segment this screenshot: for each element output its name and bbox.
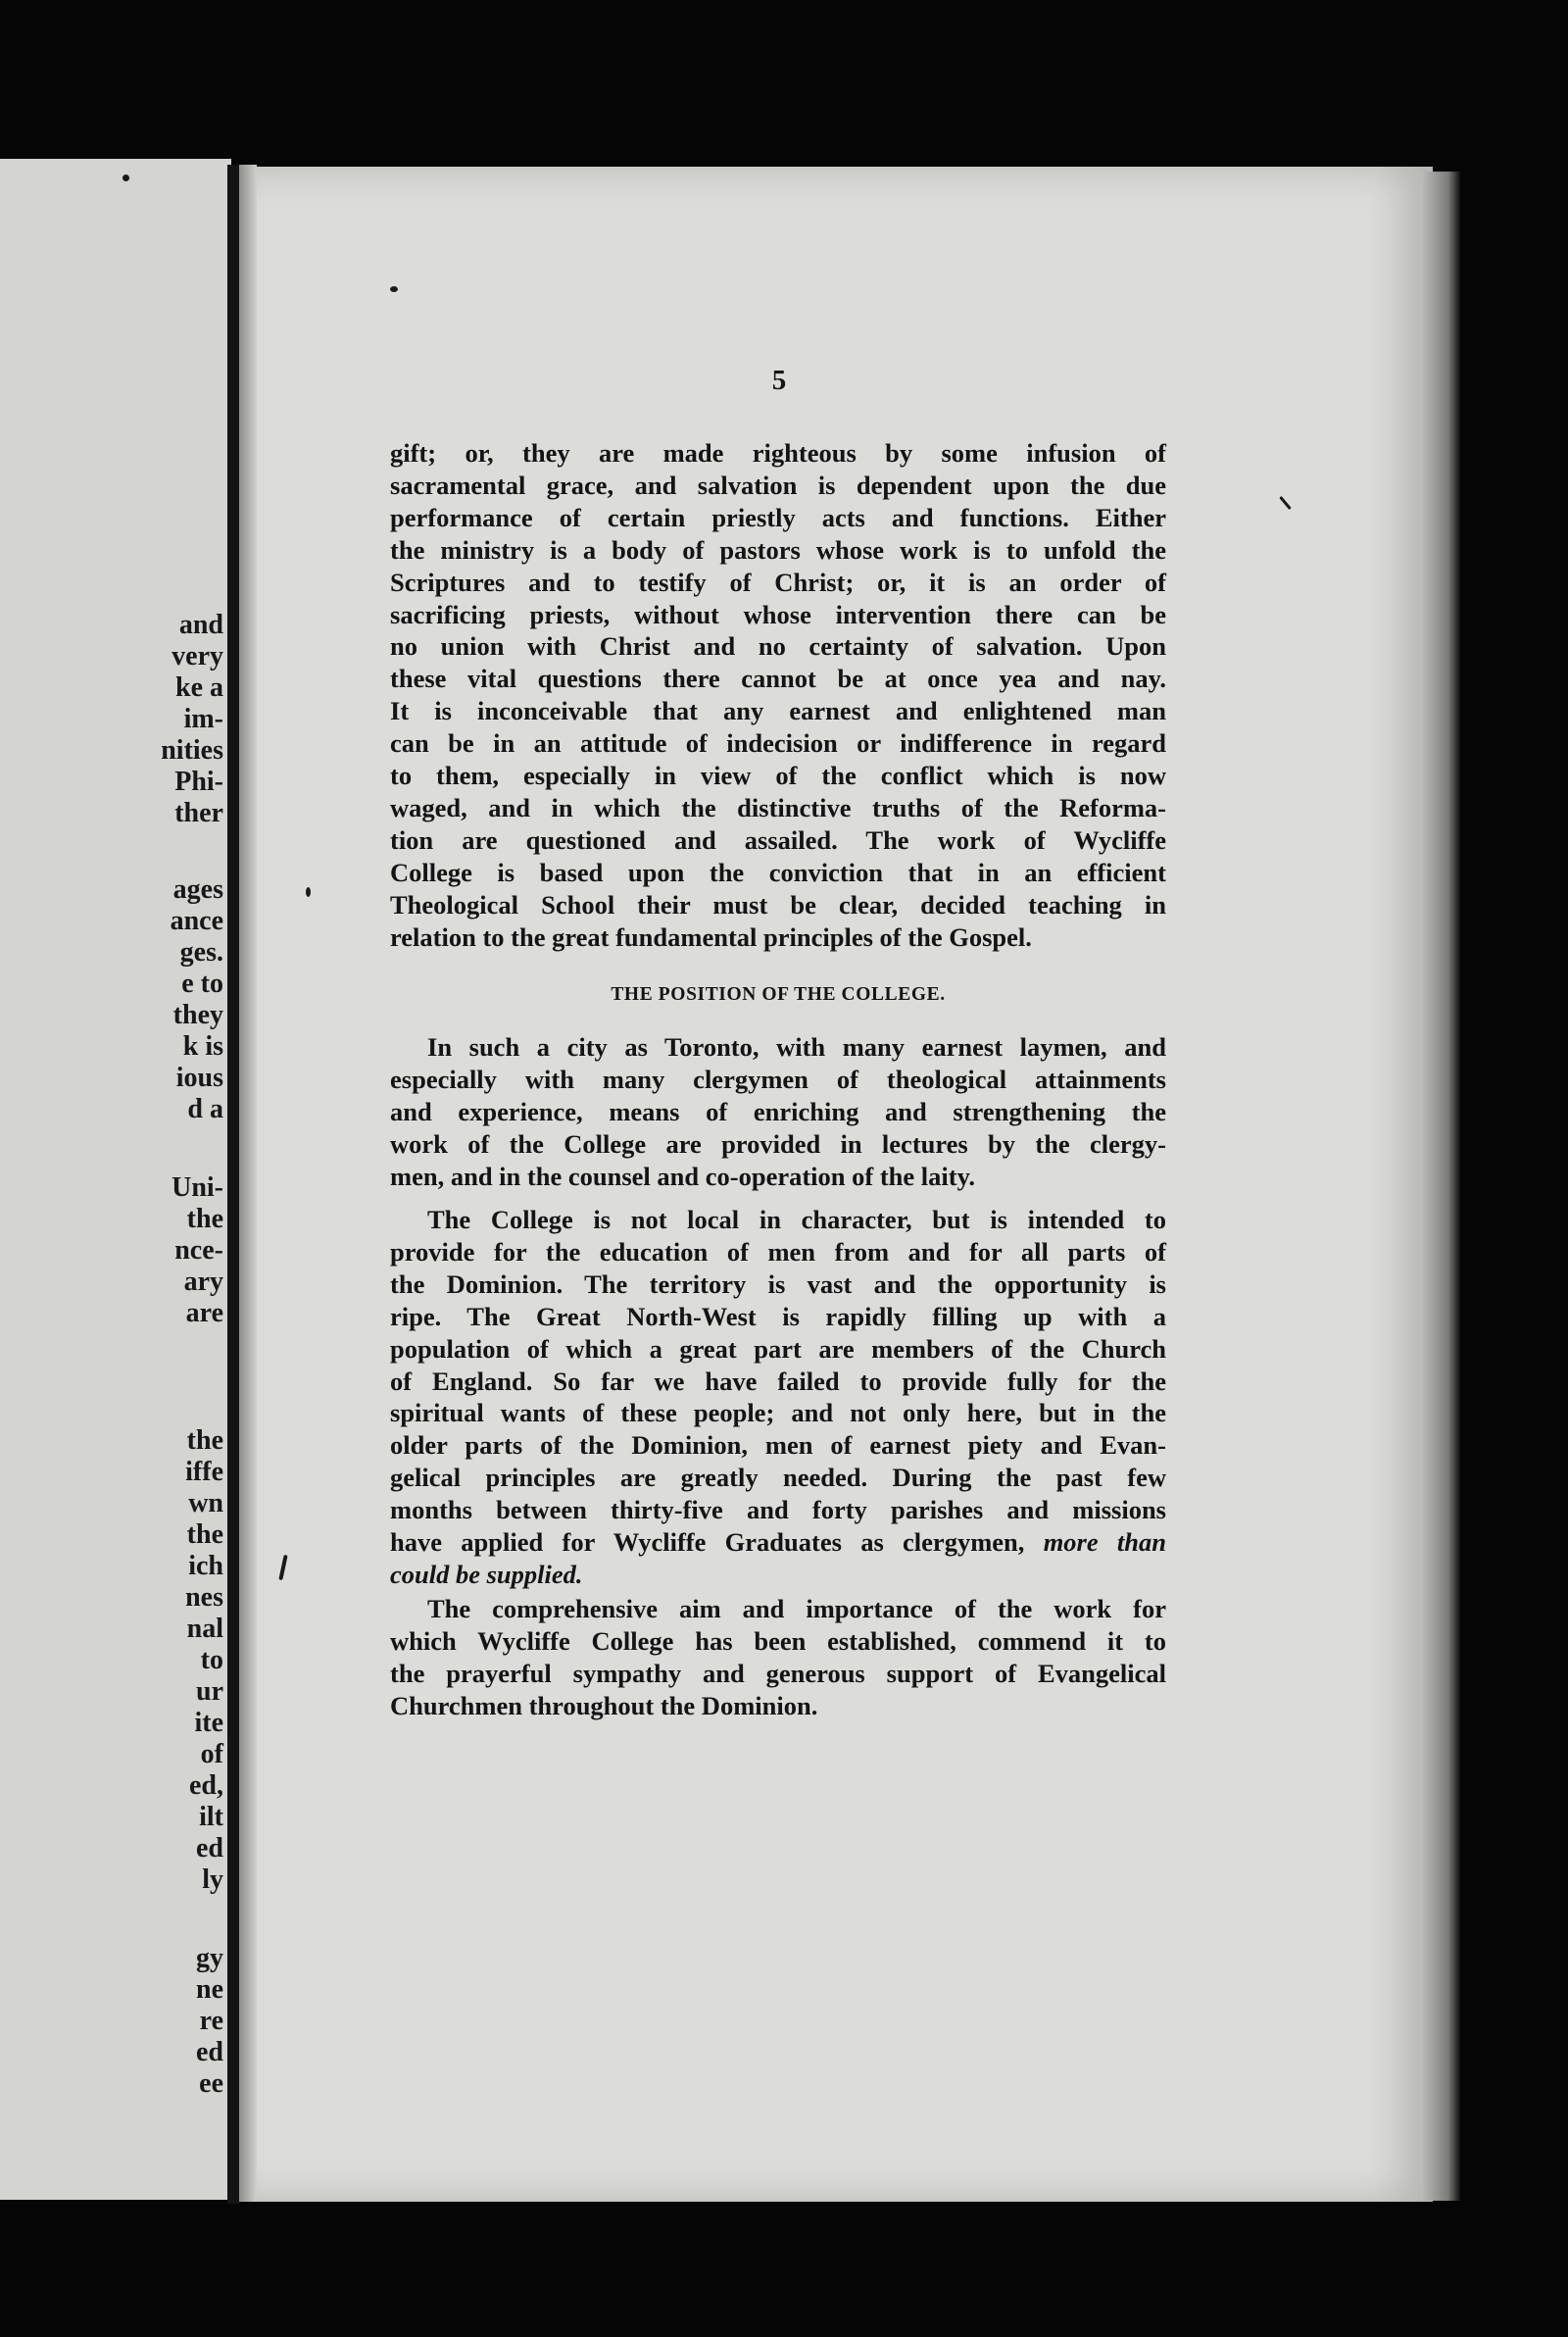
- left-page-fragment-line: ed,: [189, 1770, 223, 1801]
- left-page-fragment-line: of: [200, 1739, 223, 1769]
- text-line: these vital questions there cannot be at once yea and nay.: [390, 664, 1166, 694]
- text-line: provide for the education of men from and for all parts of: [390, 1236, 1166, 1267]
- text-line: no union with Christ and no certainty of salvation. Upon: [390, 631, 1166, 662]
- left-page-fragment-line: very: [172, 641, 223, 671]
- ink-speck: [122, 174, 129, 181]
- left-page-fragment-line: and: [178, 610, 223, 640]
- text-line: gift; or, they are made righteous by some infusion of: [390, 438, 1166, 468]
- left-page-fragment-line: ur: [196, 1676, 223, 1707]
- left-page-fragment-line: re: [199, 2006, 223, 2036]
- left-page-fragment-line: gy: [196, 1943, 223, 1973]
- paragraph-dominion: [390, 1204, 1166, 1591]
- left-page-fragment-line: Uni-: [172, 1172, 223, 1203]
- left-page-fragment-line: im-: [183, 704, 223, 734]
- left-page-fragment-line: nal: [186, 1614, 223, 1644]
- text-line: The comprehensive aim and importance of the work for: [427, 1594, 1166, 1623]
- left-page-fragment-line: nities: [161, 735, 223, 766]
- ink-speck: [306, 887, 311, 897]
- text-line: population of which a great part are members of the Church: [390, 1333, 1166, 1364]
- ink-speck: [390, 286, 398, 292]
- left-page-fragment-line: they: [172, 1000, 223, 1030]
- left-page-fragment-line: ee: [199, 2068, 223, 2099]
- binding-spine: [227, 165, 239, 2204]
- text-line: ripe. The Great North-West is rapidly filling up with a: [390, 1301, 1166, 1331]
- left-page-fragment-line: k is: [182, 1031, 223, 1062]
- text-line: which Wycliffe College has been established, commend it to: [390, 1625, 1166, 1656]
- left-page-fragment-line: the: [186, 1519, 223, 1550]
- section-heading: THE POSITION OF THE COLLEGE.: [611, 984, 946, 1005]
- text-line: the Dominion. The territory is vast and the opportunity is: [390, 1268, 1166, 1299]
- paragraph-toronto: [390, 1031, 1166, 1193]
- text-line: older parts of the Dominion, men of earnest piety and Evan-: [390, 1430, 1166, 1461]
- text-line: Theological School their must be clear, decided teaching in: [390, 889, 1166, 920]
- text-line: sacramental grace, and salvation is dependent upon the due: [390, 470, 1166, 500]
- text-line: waged, and in which the distinctive truths of the Reforma-: [390, 792, 1166, 822]
- left-page-fragment-line: ages: [172, 874, 223, 905]
- left-page-fragment-line: iffe: [185, 1457, 223, 1487]
- text-line: men, and in the counsel and co-operation of the laity.: [390, 1161, 976, 1191]
- text-line: and experience, means of enriching and strengthening the: [390, 1096, 1166, 1126]
- left-page-fragment-line: nce-: [174, 1235, 223, 1266]
- left-page-fragment-line: to: [200, 1645, 223, 1675]
- italic-emphasis-line: could be supplied.: [390, 1559, 583, 1589]
- left-page-fragment-line: ich: [188, 1551, 223, 1581]
- left-page-fragment-line: ne: [196, 1974, 223, 2005]
- text-line: work of the College are provided in lectures by the clergy-: [390, 1128, 1166, 1159]
- left-page-fragment-line: ed: [196, 2037, 223, 2067]
- left-page-fragment-line: the: [186, 1204, 223, 1234]
- text-line: the prayerful sympathy and generous support of Evangelical: [390, 1658, 1166, 1688]
- left-page-fragment-line: ke a: [175, 672, 223, 703]
- text-line: spiritual wants of these people; and not only here, but in the: [390, 1398, 1166, 1428]
- text-line: In such a city as Toronto, with many earnest laymen, and: [427, 1032, 1166, 1062]
- left-page-fragment-line: ious: [175, 1063, 223, 1093]
- text-line: performance of certain priestly acts and functions. Either: [390, 502, 1166, 532]
- text-line: to them, especially in view of the conflict which is now: [390, 761, 1166, 791]
- left-page-fragment-line: nes: [185, 1582, 223, 1613]
- page-number: 5: [771, 365, 787, 396]
- page-right-edge: [1421, 172, 1460, 2201]
- left-page-fragment-line: ly: [202, 1865, 223, 1895]
- left-page-fragment-line: e to: [181, 969, 223, 999]
- text-line: of England. So far we have failed to provide fully for the: [390, 1366, 1166, 1396]
- left-page-fragment-line: ary: [183, 1267, 223, 1297]
- left-page-fragment-line: Phi-: [174, 767, 223, 797]
- text-line: Churchmen throughout the Dominion.: [390, 1690, 818, 1720]
- text-line: [390, 1526, 1166, 1559]
- left-page-fragment-line: ilt: [199, 1802, 223, 1832]
- italic-emphasis: more than: [1043, 1527, 1167, 1558]
- text-line: gelical principles are greatly needed. During the past few: [390, 1463, 1166, 1493]
- paragraph-doctrine: [390, 437, 1166, 954]
- left-page-fragment-line: ed: [196, 1833, 223, 1864]
- spine-shadow: [239, 165, 257, 2202]
- left-page-fragment-line: are: [185, 1298, 223, 1328]
- text-line-segment: have applied for Wycliffe Graduates as clergymen,: [390, 1527, 1025, 1558]
- left-page-fragment-line: the: [186, 1425, 223, 1456]
- text-line: The College is not local in character, but is intended to: [427, 1205, 1166, 1234]
- text-line: tion are questioned and assailed. The work of Wycliffe: [390, 824, 1166, 855]
- text-line: relation to the great fundamental principles of the Gospel.: [390, 921, 1032, 952]
- text-line: especially with many clergymen of theological attainments: [390, 1064, 1166, 1094]
- text-line: the ministry is a body of pastors whose work is to unfold the: [390, 534, 1166, 565]
- left-page-fragment-line: ance: [170, 906, 223, 936]
- left-page-fragment-line: ite: [194, 1708, 223, 1738]
- left-page-fragment-line: ges.: [179, 937, 223, 968]
- left-page-fragment-line: d a: [187, 1094, 223, 1124]
- left-page-fragment-line: ther: [174, 798, 223, 828]
- text-line: can be in an attitude of indecision or indifference in regard: [390, 728, 1166, 759]
- left-page-fragment: [0, 159, 231, 2200]
- text-line: Scriptures and to testify of Christ; or, it is an order of: [390, 567, 1166, 597]
- left-page-fragment-line: wn: [188, 1488, 223, 1518]
- text-line: It is inconceivable that any earnest and enlightened man: [390, 696, 1166, 726]
- text-line: months between thirty-five and forty parishes and missions: [390, 1495, 1166, 1525]
- paragraph-support: [390, 1593, 1166, 1722]
- text-line: sacrificing priests, without whose intervention there can be: [390, 599, 1166, 629]
- text-line: College is based upon the conviction that in an efficient: [390, 857, 1166, 887]
